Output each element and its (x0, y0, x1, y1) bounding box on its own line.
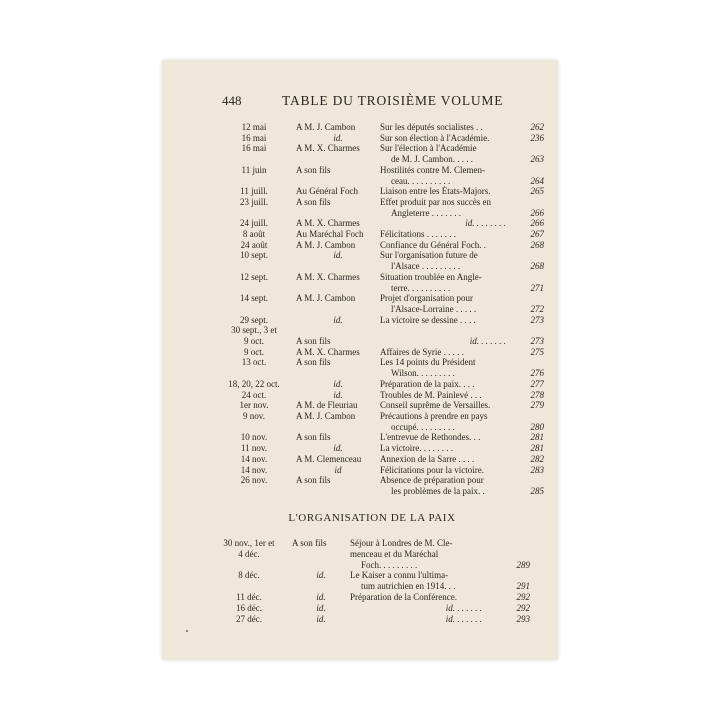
toc-date: 12 sept. (240, 271, 268, 282)
toc-row (220, 368, 550, 379)
toc-date: 29 sept. (240, 314, 268, 325)
toc-recipient (292, 283, 380, 294)
toc-date (220, 368, 292, 379)
toc-date: 11 juill. (240, 186, 268, 197)
toc-recipient (290, 560, 350, 571)
toc-date: 14 nov. (240, 464, 268, 475)
toc-date (220, 261, 292, 272)
toc-subject: Le Kaiser a connu l'ultima- (350, 570, 449, 581)
toc-page: 236 (530, 132, 544, 143)
toc-page: 265 (530, 186, 544, 197)
speck-mark (186, 630, 188, 632)
toc-subject: id. . . . . . . (445, 602, 482, 613)
toc-date: 24 août (240, 239, 268, 250)
toc-subject: Effet produit par nos succès en (380, 196, 492, 207)
toc-date (212, 581, 290, 592)
toc-recipient (292, 486, 380, 497)
toc-subject: La victoire se dessine . . . . (380, 314, 476, 325)
page-header (222, 93, 522, 109)
toc-recipient: A M. X. Charmes (296, 346, 360, 357)
toc-date (220, 304, 292, 315)
toc-subject: Affaires de Syrie . . . . . (380, 346, 464, 357)
toc-page: 278 (530, 389, 544, 400)
toc-row (220, 336, 550, 347)
toc-recipient (292, 176, 380, 187)
toc-subject: terre. . . . . . . . . . (391, 282, 451, 293)
toc-subject: Sur l'élection à l'Académie (380, 143, 477, 154)
page-number: 448 (222, 93, 242, 108)
toc-subject: Séjour à Londres de M. Cle- (350, 538, 453, 548)
toc-recipient (292, 422, 380, 433)
toc-page (524, 293, 544, 304)
toc-row (220, 486, 550, 497)
toc-date: 4 déc. (238, 548, 260, 559)
toc-page: 273 (530, 336, 544, 347)
toc-table (220, 122, 550, 497)
page-title: TABLE DU TROISIÈME VOLUME (282, 93, 504, 108)
toc-date: 14 nov. (240, 453, 268, 464)
toc-subject: Conseil suprême de Versailles. (380, 400, 491, 411)
toc-row (212, 560, 542, 571)
toc-page: 289 (516, 559, 530, 570)
toc-recipient: id. (316, 602, 326, 613)
toc-page: 275 (530, 346, 544, 357)
toc-date: 27 déc. (236, 613, 262, 624)
toc-page: 266 (530, 207, 544, 218)
toc-recipient (292, 154, 380, 165)
toc-recipient: A M. X. Charmes (296, 271, 360, 282)
toc-date: 23 juill. (239, 196, 268, 207)
toc-recipient: A son fils (296, 357, 331, 368)
toc-page: 262 (530, 122, 544, 132)
toc-page (524, 197, 544, 208)
toc-subject: Préparation de la paix. . . . (380, 378, 475, 389)
toc-page: 293 (516, 613, 530, 624)
toc-page: 281 (530, 432, 544, 443)
toc-subject: Hostilités contre M. Clemen- (380, 164, 485, 175)
toc-page (506, 570, 530, 581)
toc-page (524, 143, 544, 154)
toc-row (220, 347, 550, 358)
toc-subject: L'entrevue de Rethondes. . . (380, 432, 481, 443)
toc-subject: Projet d'organisation pour (380, 293, 473, 304)
toc-row (212, 592, 542, 603)
toc-page: 264 (530, 175, 544, 186)
toc-row (212, 549, 542, 560)
toc-row (220, 465, 550, 476)
toc-date: 9 nov. (243, 410, 265, 421)
toc-subject: id. . . . . . . (445, 613, 482, 624)
toc-subject: l'Alsace-Lorraine . . . . . (391, 303, 477, 314)
toc-date (220, 486, 292, 497)
toc-row (220, 250, 550, 261)
toc-subject: Absence de préparation pour (380, 475, 484, 486)
toc-date (220, 283, 292, 294)
toc-date: 9 oct. (244, 336, 264, 347)
toc-subject: Sur son élection à l'Académie. (380, 132, 490, 143)
toc-date: 24 juill. (239, 218, 268, 229)
toc-recipient: id (334, 464, 342, 475)
toc-subject: Sur les députés socialistes . . (380, 122, 483, 132)
toc-date: 14 sept. (240, 293, 268, 304)
toc-subject: de M. J. Cambon. . . . . (391, 154, 473, 165)
toc-page: 285 (530, 485, 544, 496)
toc-row (220, 176, 550, 187)
toc-page: 276 (530, 368, 544, 379)
toc-page (524, 411, 544, 422)
toc-row (220, 283, 550, 294)
toc-page: 266 (530, 218, 544, 229)
toc-subject: Troubles de M. Painlevé . . . (380, 389, 482, 400)
toc-date: 18, 20, 22 oct. (228, 378, 280, 389)
toc-recipient: Au Maréchal Foch (296, 229, 364, 240)
toc-recipient: A son fils (296, 336, 331, 347)
toc-row (220, 443, 550, 454)
toc-date: 11 déc. (236, 591, 262, 602)
toc-page (524, 475, 544, 486)
toc-recipient: id. (316, 613, 326, 624)
toc-page (506, 549, 530, 560)
toc-row (220, 218, 550, 229)
toc-recipient: id. (333, 443, 343, 454)
toc-date: 8 déc. (238, 570, 260, 581)
toc-page (506, 538, 530, 549)
toc-recipient: id. (316, 591, 326, 602)
toc-row (220, 293, 550, 304)
toc-row (220, 143, 550, 154)
toc-row (220, 379, 550, 390)
toc-recipient: id. (333, 314, 343, 325)
toc-recipient: A M. X. Charmes (296, 143, 360, 154)
book-page (162, 60, 558, 660)
toc-page: 277 (530, 378, 544, 389)
toc-recipient (290, 581, 350, 592)
toc-recipient: A son fils (296, 196, 331, 207)
toc-recipient: A son fils (292, 538, 327, 548)
toc-recipient: A son fils (296, 164, 331, 175)
toc-subject (380, 325, 524, 336)
toc-date: 30 sept., 3 et (231, 325, 277, 336)
toc-page: 281 (530, 443, 544, 454)
toc-row (220, 186, 550, 197)
toc-recipient: id. (333, 250, 343, 261)
toc-subject: Félicitations . . . . . . . (380, 229, 456, 240)
toc-page: 292 (516, 602, 530, 613)
toc-page (524, 272, 544, 283)
toc-page (524, 165, 544, 176)
toc-date (220, 208, 292, 219)
toc-recipient: A M. J. Cambon (296, 293, 356, 304)
toc-date (220, 154, 292, 165)
toc-subject: Préparation de la Conférence. (350, 591, 457, 602)
toc-subject: Wilson. . . . . . . . . (391, 368, 455, 379)
toc-page: 267 (530, 229, 544, 240)
toc-row (220, 400, 550, 411)
toc-row (220, 229, 550, 240)
toc-recipient (292, 325, 380, 336)
toc-page: 279 (530, 400, 544, 411)
toc-row (212, 614, 542, 625)
toc-subject: Angleterre . . . . . . . (391, 207, 461, 218)
toc-date: 11 juin (241, 164, 267, 175)
toc-date: 16 déc. (236, 602, 262, 613)
toc-date: 1er nov. (239, 400, 269, 411)
toc-subject: Félicitations pour la victoire. (380, 464, 484, 475)
toc-row (220, 411, 550, 422)
toc-row (220, 165, 550, 176)
toc-recipient: A M. J. Cambon (296, 239, 356, 250)
toc-page: 282 (530, 453, 544, 464)
toc-page (524, 357, 544, 368)
toc-page: 263 (530, 154, 544, 165)
toc-subject: Les 14 points du Président (380, 357, 476, 368)
toc-date: 16 mai (241, 143, 267, 154)
toc-recipient: id. (333, 378, 343, 389)
toc-date (220, 422, 292, 433)
toc-date: 10 nov. (240, 432, 268, 443)
toc-recipient (292, 261, 380, 272)
toc-subject: les problèmes de la paix. . (391, 485, 485, 496)
toc-row (220, 154, 550, 165)
toc-subject: La victoire. . . . . . . . (380, 443, 453, 454)
toc-page: 291 (516, 581, 530, 592)
toc-row (220, 422, 550, 433)
toc-row (220, 315, 550, 326)
toc-page: 268 (530, 239, 544, 250)
toc-row (220, 197, 550, 208)
toc-recipient: A M. J. Cambon (296, 122, 356, 132)
toc-subject: l'Alsace . . . . . . . . . (391, 261, 461, 272)
toc-row (220, 304, 550, 315)
toc-subject: menceau et du Maréchal (350, 548, 439, 559)
toc-recipient (292, 368, 380, 379)
toc-row (220, 122, 550, 133)
toc-page: 292 (516, 591, 530, 602)
toc-recipient: A son fils (296, 475, 331, 486)
toc-recipient: id. (316, 570, 326, 581)
toc-page: 283 (530, 464, 544, 475)
toc-subject: Sur l'organisation future de (380, 250, 478, 261)
toc-row (212, 581, 542, 592)
toc-subject: id. . . . . . . . (465, 218, 506, 229)
toc-date: 30 nov., 1er et (223, 538, 275, 548)
toc-date: 11 nov. (240, 443, 268, 454)
toc-table-paix (212, 538, 542, 624)
toc-date: 13 oct. (241, 357, 267, 368)
toc-row (220, 432, 550, 443)
toc-recipient (290, 549, 350, 560)
toc-recipient: Au Général Foch (296, 186, 358, 197)
toc-recipient: A son fils (296, 432, 331, 443)
toc-recipient: id. (333, 389, 343, 400)
toc-row (220, 357, 550, 368)
toc-row (220, 208, 550, 219)
toc-subject: occupé. . . . . . . . . (391, 421, 455, 432)
toc-page: 273 (530, 314, 544, 325)
toc-recipient: A M. de Fleuriau (296, 400, 358, 411)
toc-row (220, 454, 550, 465)
toc-row (212, 538, 542, 549)
section-title: L'ORGANISATION DE LA PAIX (288, 512, 456, 524)
toc-date: 8 août (242, 229, 266, 240)
toc-row (220, 325, 550, 336)
toc-subject: Liaison entre les États-Majors. (380, 186, 491, 197)
toc-page: 268 (530, 261, 544, 272)
toc-recipient: A M. J. Cambon (296, 410, 356, 421)
toc-date: 9 oct. (244, 346, 264, 357)
toc-recipient (292, 304, 380, 315)
toc-page (524, 250, 544, 261)
toc-date: 26 nov. (240, 475, 268, 486)
toc-row (220, 475, 550, 486)
toc-recipient: id. (333, 132, 343, 143)
toc-recipient (292, 208, 380, 219)
toc-date: 10 sept. (240, 250, 268, 261)
toc-date (220, 176, 292, 187)
toc-subject: Foch. . . . . . . . . (361, 559, 418, 570)
toc-row (220, 133, 550, 144)
toc-date: 16 mai (241, 132, 267, 143)
toc-row (220, 261, 550, 272)
toc-row (220, 390, 550, 401)
toc-date (212, 560, 290, 571)
toc-page: 271 (530, 282, 544, 293)
toc-recipient: A M. Clemenceau (296, 453, 362, 464)
toc-page (524, 325, 544, 336)
toc-row (212, 603, 542, 614)
toc-page: 280 (530, 421, 544, 432)
toc-subject: Confiance du Général Foch. . (380, 239, 486, 250)
toc-subject: id. . . . . . . (469, 336, 506, 347)
toc-row (212, 570, 542, 581)
toc-subject: Annexion de la Sarre . . . . (380, 453, 475, 464)
toc-date: 24 oct. (241, 389, 267, 400)
toc-recipient: A M. X. Charmes (296, 218, 360, 229)
toc-subject: Précautions à prendre en pays (380, 410, 488, 421)
toc-subject: tum autrichien en 1914. . . (361, 581, 456, 592)
toc-row (220, 240, 550, 251)
toc-subject: Situation troublée en Angle- (380, 271, 482, 282)
toc-row (220, 272, 550, 283)
toc-page: 272 (530, 303, 544, 314)
toc-subject: ceau. . . . . . . . . . (391, 175, 451, 186)
toc-date: 12 mai (241, 122, 267, 132)
